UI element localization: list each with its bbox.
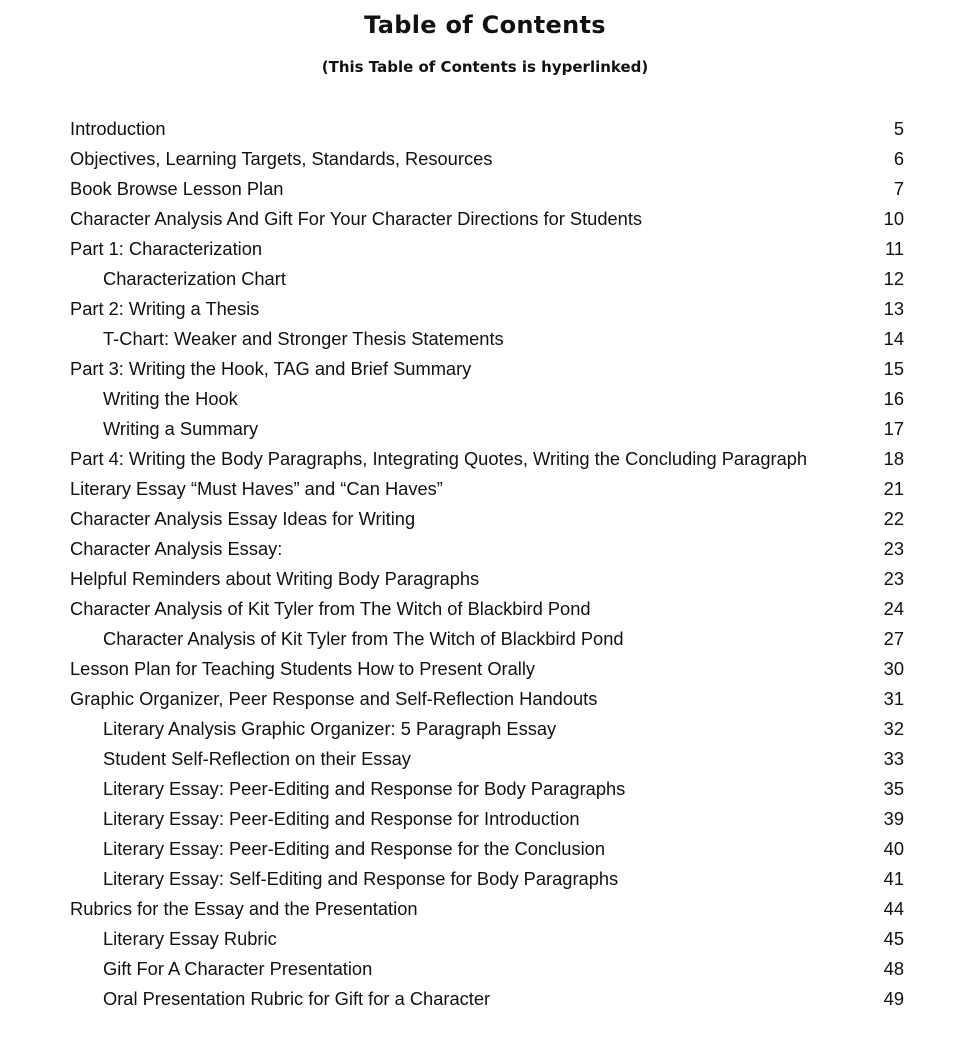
toc-entry-label: Characterization Chart <box>103 268 286 289</box>
toc-entry-label: Writing the Hook <box>103 388 238 409</box>
toc-entry-label: Literary Essay: Self-Editing and Response for Body Paragraphs <box>103 868 619 889</box>
toc-entry-label: Gift For A Character Presentation <box>103 958 373 979</box>
toc-entry-link[interactable] <box>70 624 904 654</box>
toc-entry-label: Rubrics for the Essay and the Presentation <box>70 898 418 919</box>
toc-entry-page-number: 30 <box>883 658 904 679</box>
toc-entry-label: Literary Essay: Peer-Editing and Response for Introduction <box>103 808 580 829</box>
toc-entry-label: Graphic Organizer, Peer Response and Self-Reflection Handouts <box>70 688 598 709</box>
toc-entry-link[interactable] <box>70 804 904 834</box>
toc-entry-page-number: 17 <box>883 418 904 439</box>
toc-entry-page-number: 12 <box>883 268 904 289</box>
toc-entry-link[interactable] <box>70 294 904 324</box>
toc-entry-label: Literary Essay “Must Haves” and “Can Haves” <box>70 478 443 499</box>
toc-entry-link[interactable] <box>70 474 904 504</box>
toc-entry-label: Helpful Reminders about Writing Body Paragraphs <box>70 568 480 589</box>
toc-entry-label: Literary Analysis Graphic Organizer: 5 Paragraph Essay <box>103 718 557 739</box>
toc-entry-label: Objectives, Learning Targets, Standards, Resources <box>70 148 493 169</box>
toc-entry-link[interactable] <box>70 444 904 474</box>
toc-entry-page-number: 13 <box>883 298 904 319</box>
toc-entry-label: Literary Essay: Peer-Editing and Response for the Conclusion <box>103 838 605 859</box>
toc-entry-page-number: 39 <box>883 808 904 829</box>
toc-entry-page-number: 14 <box>883 328 904 349</box>
page-title: Table of Contents <box>364 11 606 39</box>
toc-entry-label: Literary Essay Rubric <box>103 928 277 949</box>
toc-entry-label: Character Analysis Essay Ideas for Writing <box>70 508 416 529</box>
toc-entry-link[interactable] <box>70 864 904 894</box>
toc-entry-label: T-Chart: Weaker and Stronger Thesis Statements <box>103 328 504 349</box>
toc-entry-page-number: 11 <box>885 238 904 259</box>
toc-list <box>70 114 904 1014</box>
toc-entry-page-number: 40 <box>883 838 904 859</box>
toc-entry-page-number: 23 <box>883 568 904 589</box>
toc-entry-label: Literary Essay: Peer-Editing and Response for Body Paragraphs <box>103 778 626 799</box>
toc-entry-link[interactable] <box>70 834 904 864</box>
toc-entry-link[interactable] <box>70 354 904 384</box>
toc-entry-page-number: 24 <box>883 598 904 619</box>
toc-entry-link[interactable] <box>70 504 904 534</box>
toc-entry-page-number: 21 <box>883 478 904 499</box>
toc-entry-link[interactable] <box>70 894 904 924</box>
toc-entry-link[interactable] <box>70 714 904 744</box>
toc-entry-label: Character Analysis And Gift For Your Character Directions for Students <box>70 208 643 229</box>
toc-entry-page-number: 41 <box>883 868 904 889</box>
toc-entry-page-number: 6 <box>893 148 904 169</box>
toc-entry-label: Introduction <box>70 118 166 139</box>
toc-entry-link[interactable] <box>70 324 904 354</box>
toc-entry-page-number: 35 <box>883 778 904 799</box>
toc-entry-label: Student Self-Reflection on their Essay <box>103 748 411 769</box>
toc-entry-link[interactable] <box>70 534 904 564</box>
toc-entry-link[interactable] <box>70 234 904 264</box>
toc-entry-link[interactable] <box>70 204 904 234</box>
toc-entry-link[interactable] <box>70 684 904 714</box>
toc-entry-page-number: 45 <box>883 928 904 949</box>
toc-entry-label: Oral Presentation Rubric for Gift for a Character <box>103 988 491 1009</box>
toc-entry-page-number: 10 <box>883 208 904 229</box>
toc-entry-link[interactable] <box>70 144 904 174</box>
toc-entry-page-number: 33 <box>883 748 904 769</box>
toc-entry-link[interactable] <box>70 984 904 1014</box>
toc-entry-link[interactable] <box>70 414 904 444</box>
toc-entry-label: Character Analysis of Kit Tyler from The Witch of Blackbird Pond <box>103 628 624 649</box>
toc-entry-page-number: 32 <box>883 718 904 739</box>
toc-entry-page-number: 44 <box>883 898 904 919</box>
toc-entry-page-number: 7 <box>893 178 904 199</box>
toc-entry-label: Lesson Plan for Teaching Students How to Present Orally <box>70 658 536 679</box>
toc-entry-link[interactable] <box>70 744 904 774</box>
toc-entry-page-number: 48 <box>883 958 904 979</box>
toc-entry-link[interactable] <box>70 384 904 414</box>
toc-entry-page-number: 23 <box>883 538 904 559</box>
toc-entry-label: Book Browse Lesson Plan <box>70 178 284 199</box>
toc-entry-label: Character Analysis Essay: <box>70 538 283 559</box>
toc-entry-link[interactable] <box>70 114 904 144</box>
toc-entry-link[interactable] <box>70 774 904 804</box>
toc-entry-label: Part 1: Characterization <box>70 238 263 259</box>
toc-entry-label: Writing a Summary <box>103 418 259 439</box>
toc-entry-label: Part 2: Writing a Thesis <box>70 298 260 319</box>
toc-entry-page-number: 49 <box>883 988 904 1009</box>
toc-entry-page-number: 16 <box>883 388 904 409</box>
toc-entry-link[interactable] <box>70 594 904 624</box>
toc-entry-label: Character Analysis of Kit Tyler from The Witch of Blackbird Pond <box>70 598 591 619</box>
toc-entry-link[interactable] <box>70 654 904 684</box>
toc-entry-page-number: 27 <box>883 628 904 649</box>
toc-entry-link[interactable] <box>70 174 904 204</box>
toc-entry-page-number: 5 <box>893 118 904 139</box>
toc-entry-label: Part 4: Writing the Body Paragraphs, Integrating Quotes, Writing the Concluding Paragraph <box>70 448 808 469</box>
toc-entry-page-number: 18 <box>883 448 904 469</box>
toc-entry-label: Part 3: Writing the Hook, TAG and Brief Summary <box>70 358 472 379</box>
toc-entry-link[interactable] <box>70 564 904 594</box>
toc-entry-link[interactable] <box>70 954 904 984</box>
toc-entry-page-number: 22 <box>883 508 904 529</box>
toc-entry-link[interactable] <box>70 264 904 294</box>
toc-entry-page-number: 15 <box>883 358 904 379</box>
page-subtitle: (This Table of Contents is hyperlinked) <box>321 58 649 76</box>
toc-entry-link[interactable] <box>70 924 904 954</box>
toc-entry-page-number: 31 <box>883 688 904 709</box>
